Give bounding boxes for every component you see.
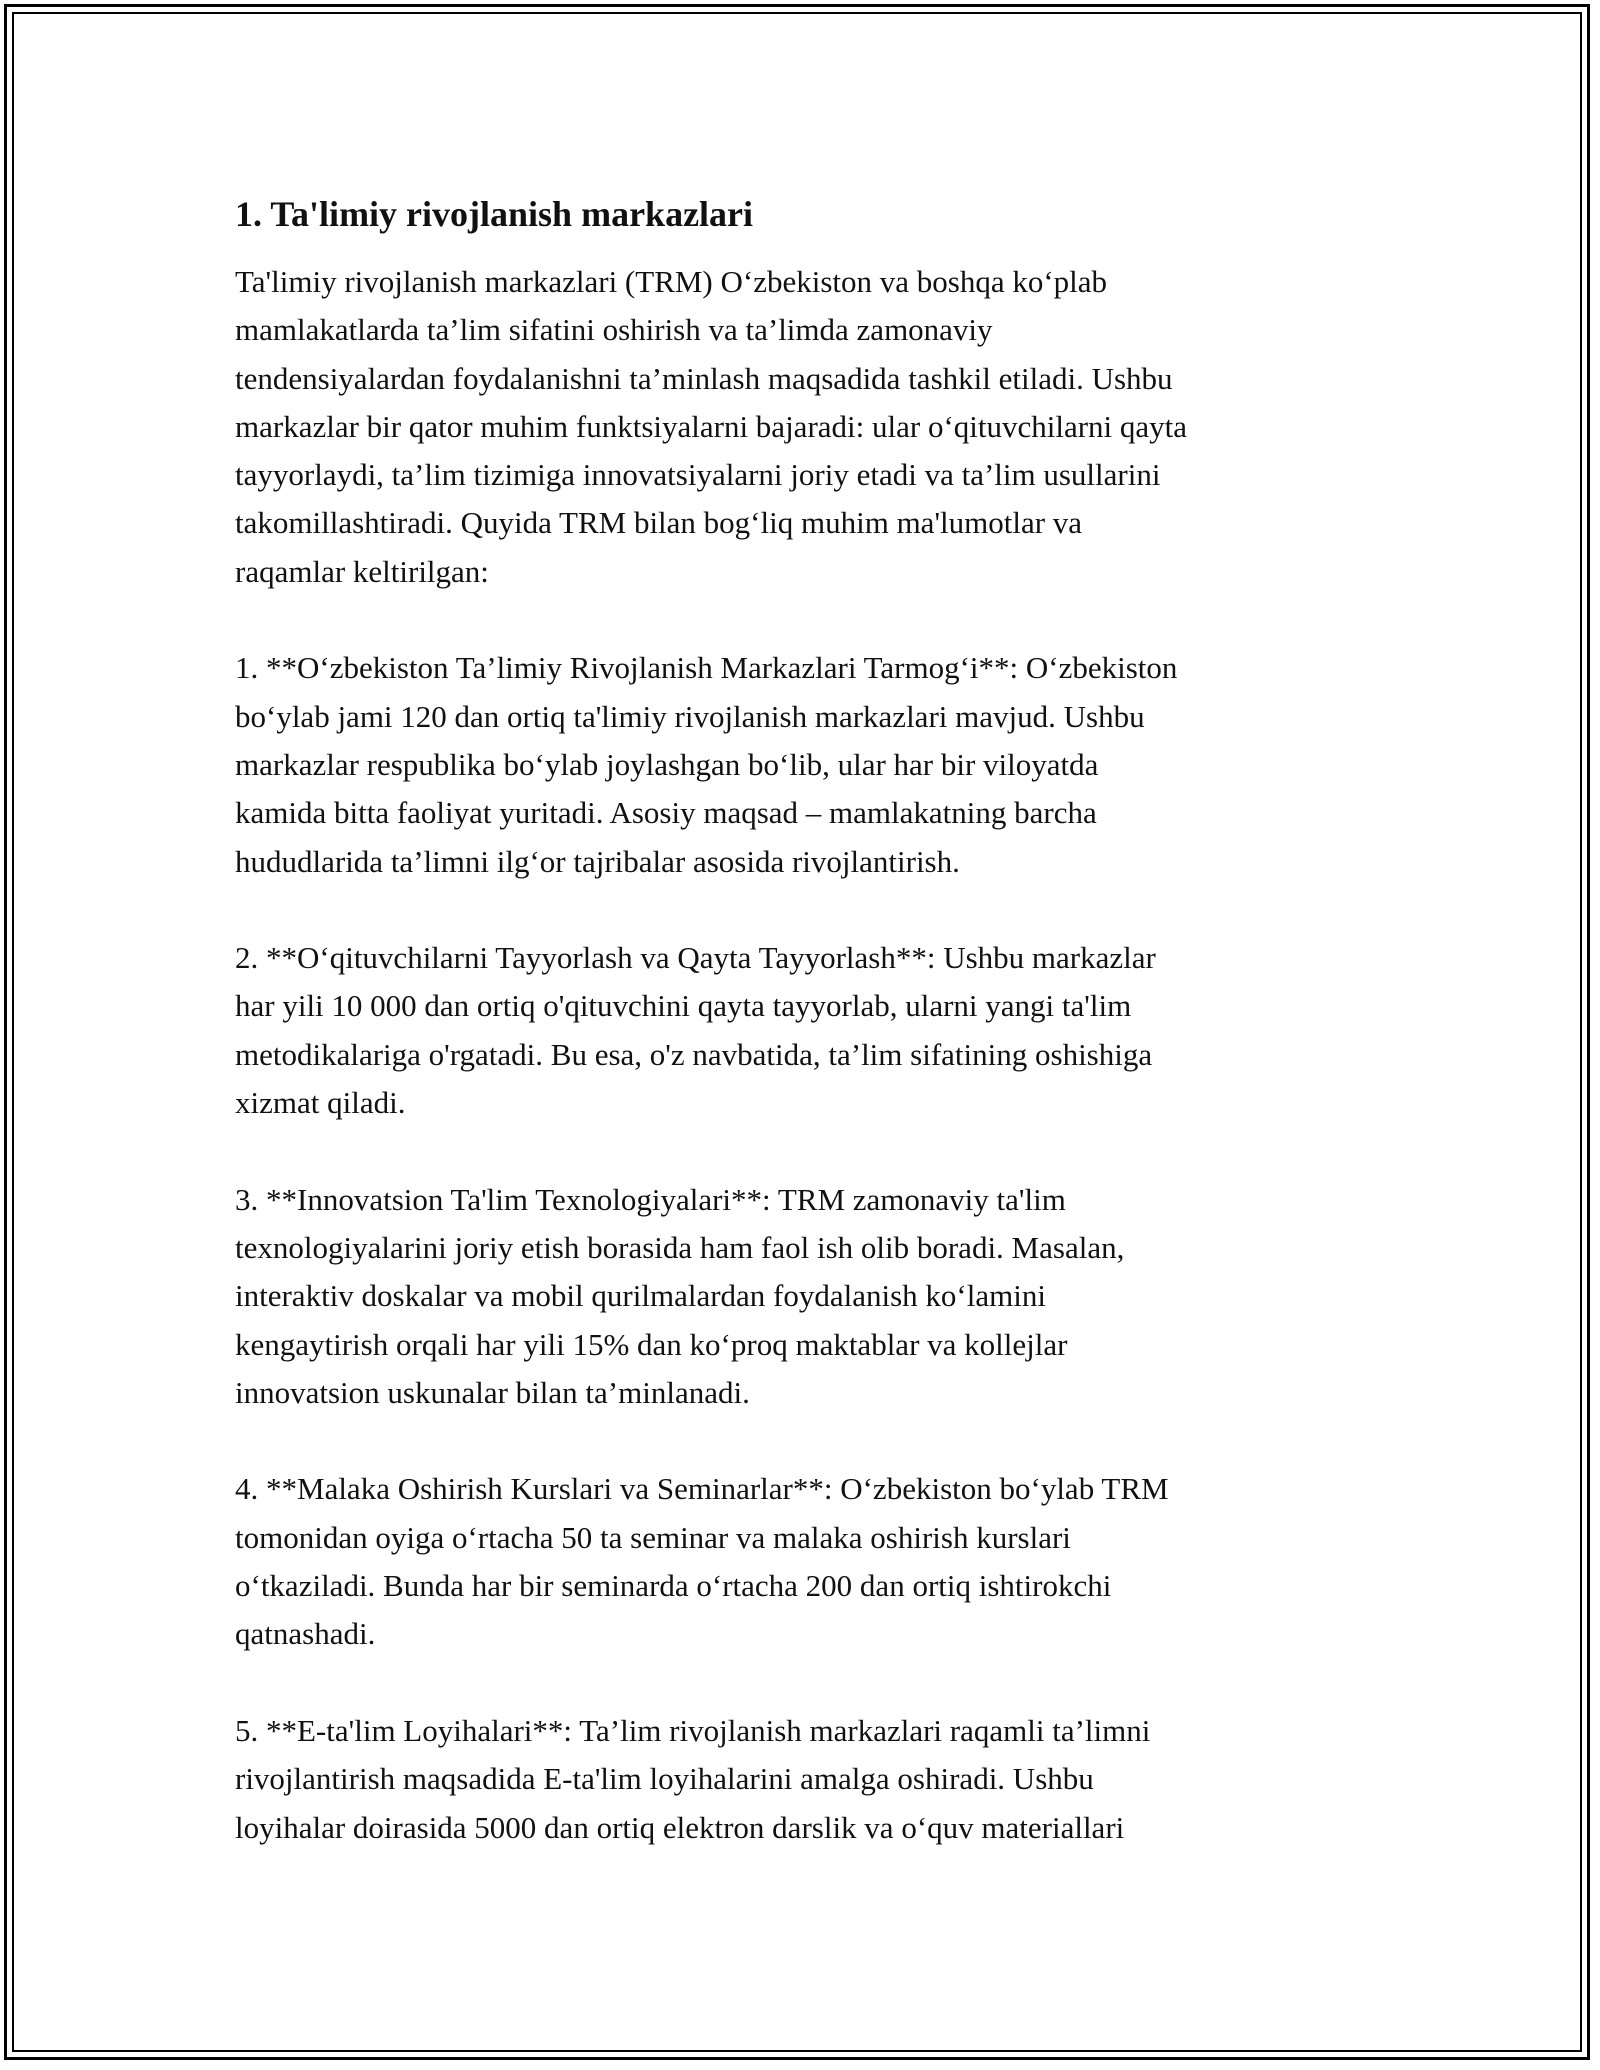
list-item: 2. **O‘qituvchilarni Tayyorlash va Qayta Tayyorlash**: Ushbu markazlar har yili 10 000 dan ortiq o'qituvchini qayta tayyorlab, ularni yangi ta'lim metodikalariga o'rgatadi. Bu esa, o'z navbatida, ta’lim sifatining oshishiga xizmat qiladi.	[235, 940, 1156, 1121]
paragraph-gap	[235, 1659, 1375, 1707]
document-title: 1. Ta'limiy rivojlanish markazlari	[235, 194, 754, 234]
paragraph-gap	[235, 1417, 1375, 1465]
paragraph-gap	[235, 1127, 1375, 1175]
list-item: 4. **Malaka Oshirish Kurslari va Seminarlar**: O‘zbekiston bo‘ylab TRM tomonidan oyiga o‘rtacha 50 ta seminar va malaka oshirish kurslari o‘tkaziladi. Bunda har bir seminarda o‘rtacha 200 dan ortiq ishtirokchi qatnashadi.	[235, 1471, 1169, 1652]
paragraph-gap	[235, 596, 1375, 644]
list-item: 5. **E-ta'lim Loyihalari**: Ta’lim rivojlanish markazlari raqamli ta’limni rivojlantirish maqsadida E-ta'lim loyihalarini amalga oshiradi. Ushbu loyihalar doirasida 5000 dan ortiq elektron darslik va o‘quv materiallari	[235, 1712, 1151, 1845]
paragraph-gap	[235, 886, 1375, 934]
list-item: 3. **Innovatsion Ta'lim Texnologiyalari**: TRM zamonaviy ta'lim texnologiyalarini joriy etish borasida ham faol ish olib boradi. Masalan, interaktiv doskalar va mobil qurilmalardan foydalanish ko‘lamini kengaytirish orqali har yili 15% dan ko‘proq maktablar va kollejlar innovatsion uskunalar bilan ta’minlanadi.	[235, 1181, 1125, 1410]
document-body	[235, 188, 1375, 1852]
list-item: 1. **O‘zbekiston Ta’limiy Rivojlanish Markazlari Tarmog‘i**: O‘zbekiston bo‘ylab jami 120 dan ortiq ta'limiy rivojlanish markazlari mavjud. Ushbu markazlar respublika bo‘ylab joylashgan bo‘lib, ular har bir viloyatda kamida bitta faoliyat yuritadi. Asosiy maqsad – mamlakatning barcha hududlarida ta’limni ilg‘or tajribalar asosida rivojlantirish.	[235, 650, 1178, 879]
intro-paragraph: Ta'limiy rivojlanish markazlari (TRM) O‘zbekiston va boshqa ko‘plab mamlakatlarda ta’lim sifatini oshirish va ta’limda zamonaviy tendensiyalardan foydalanishni ta’minlash maqsadida tashkil etiladi. Ushbu markazlar bir qator muhim funktsiyalarni bajaradi: ular o‘qituvchilarni qayta tayyorlaydi, ta’lim tizimiga innovatsiyalarni joriy etadi va ta’lim usullarini takomillashtiradi. Quyida TRM bilan bog‘liq muhim ma'lumotlar va raqamlar keltirilgan:	[235, 264, 1188, 589]
